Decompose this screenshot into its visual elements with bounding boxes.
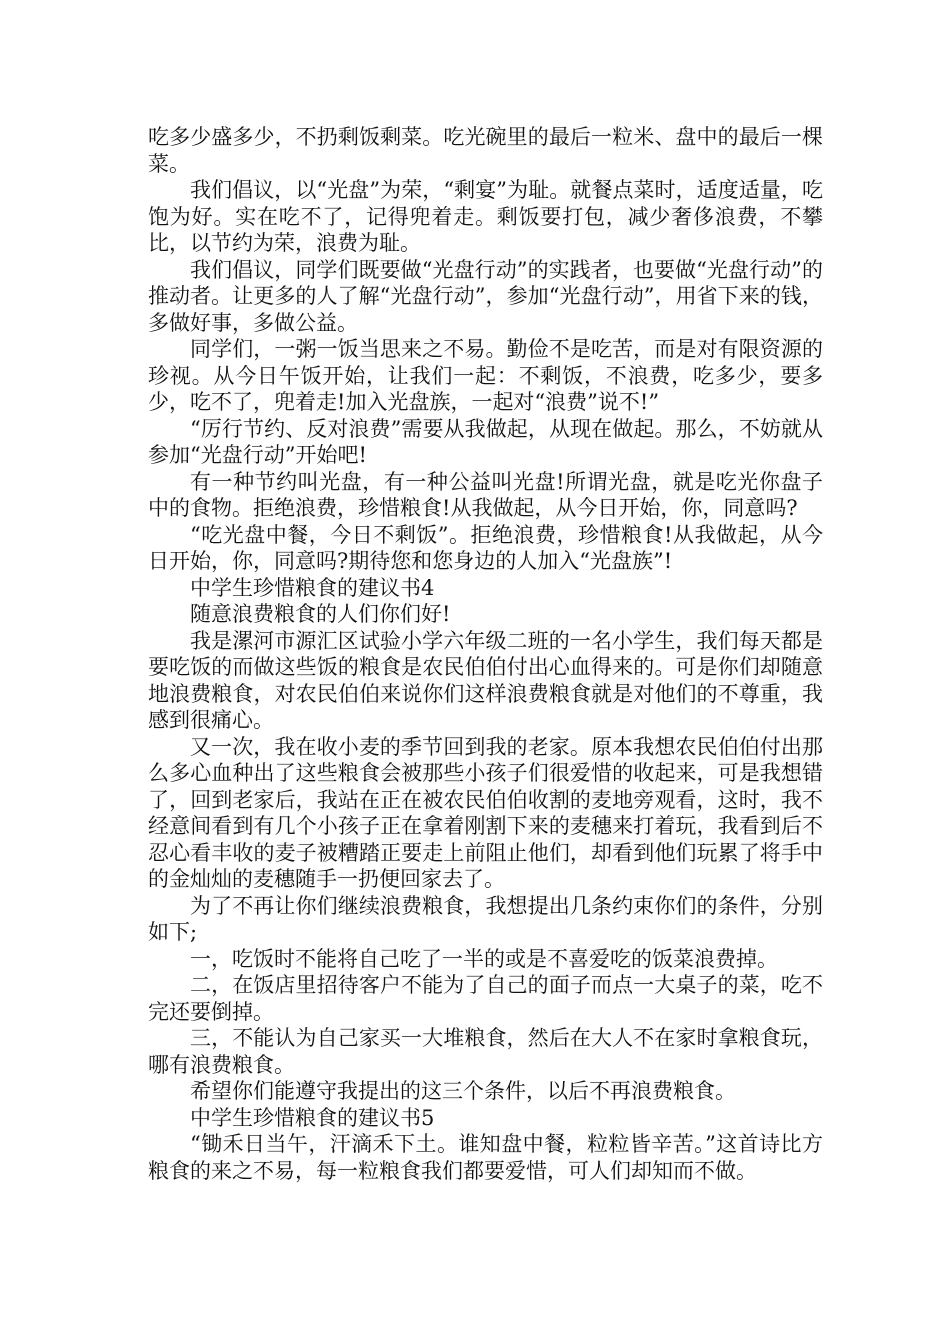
paragraph-2: 我们倡议，以“光盘”为荣，“剩宴”为耻。就餐点菜时，适度适量，吃饱为好。实在吃不了，记得兜着走。剩饭要打包，减少奢侈浪费，不攀比，以节约为荣，浪费为耻。 (148, 178, 823, 255)
paragraph-12: “锄禾日当午，汗滴禾下土。谁知盘中餐，粒粒皆辛苦。”这首诗比方粮食的来之不易，每一粒粮食我们都要爱惜，可人们却知而不做。 (148, 1132, 823, 1183)
salutation: 随意浪费粮食的人们你们好! (190, 602, 451, 626)
paragraph-3: 我们倡议，同学们既要做“光盘行动”的实践者，也要做“光盘行动”的推动者。让更多的人了解“光盘行动”，参加“光盘行动”，用省下来的钱，多做好事，多做公益。 (148, 257, 823, 335)
paragraph-1: 吃多少盛多少，不扔剩饭剩菜。吃光碗里的最后一粒米、盘中的最后一棵菜。 (148, 125, 823, 176)
list-item-2: 二，在饭店里招待客户不能为了自己的面子而点一大桌子的菜，吃不完还要倒掉。 (148, 973, 823, 1024)
paragraph-5: “厉行节约、反对浪费”需要从我做起，从现在做起。那么，不妨就从参加“光盘行动”开始吧! (148, 416, 823, 467)
paragraph-10: 为了不再让你们继续浪费粮食，我想提出几条约束你们的条件，分别如下; (148, 893, 823, 944)
paragraph-4: 同学们，一粥一饭当思来之不易。勤俭不是吃苦，而是对有限资源的珍视。从今日午饭开始，让我们一起：不剩饭，不浪费，吃多少，要多少，吃不了，兜着走!加入光盘族，一起对“浪费”说不!” (148, 337, 823, 414)
paragraph-11: 希望你们能遵守我提出的这三个条件，以后不再浪费粮食。 (190, 1079, 736, 1103)
paragraph-6: 有一种节约叫光盘，有一种公益叫光盘!所谓光盘，就是吃光你盘子中的食物。拒绝浪费，珍惜粮食!从我做起，从今日开始，你，同意吗? (148, 469, 823, 520)
list-item-1: 一，吃饭时不能将自己吃了一半的或是不喜爱吃的饭菜浪费掉。 (190, 946, 778, 971)
section-heading-4: 中学生珍惜粮食的建议书4 (190, 575, 435, 600)
paragraph-7: “吃光盘中餐，今日不剩饭”。拒绝浪费，珍惜粮食!从我做起，从今日开始，你，同意吗?期待您和您身边的人加入“光盘族”! (148, 522, 823, 573)
paragraph-9: 又一次，我在收小麦的季节回到我的老家。原本我想农民伯伯付出那么多心血种出了这些粮食会被那些小孩子们很爱惜的收起来，可是我想错了，回到老家后，我站在正在被农民伯伯收割的麦地旁观看，这时，我不经意间看到有几个小孩子正在拿着刚割下来的麦穗来打着玩，我看到后不忍心看丰收的麦子被糟踏正要走上前阻止他们，却看到他们玩累了将手中的金灿灿的麦穗随手一扔便回家去了。 (148, 734, 823, 891)
list-item-3: 三，不能认为自己家买一大堆粮食，然后在大人不在家时拿粮食玩，哪有浪费粮食。 (148, 1026, 823, 1077)
document-page (148, 124, 823, 1184)
section-heading-5: 中学生珍惜粮食的建议书5 (190, 1105, 435, 1130)
paragraph-8: 我是漯河市源汇区试验小学六年级二班的一名小学生，我们每天都是要吃饭的而做这些饭的粮食是农民伯伯付出心血得来的。可是你们却随意地浪费粮食，对农民伯伯来说你们这样浪费粮食就是对他们的不尊重，我感到很痛心。 (148, 628, 823, 732)
